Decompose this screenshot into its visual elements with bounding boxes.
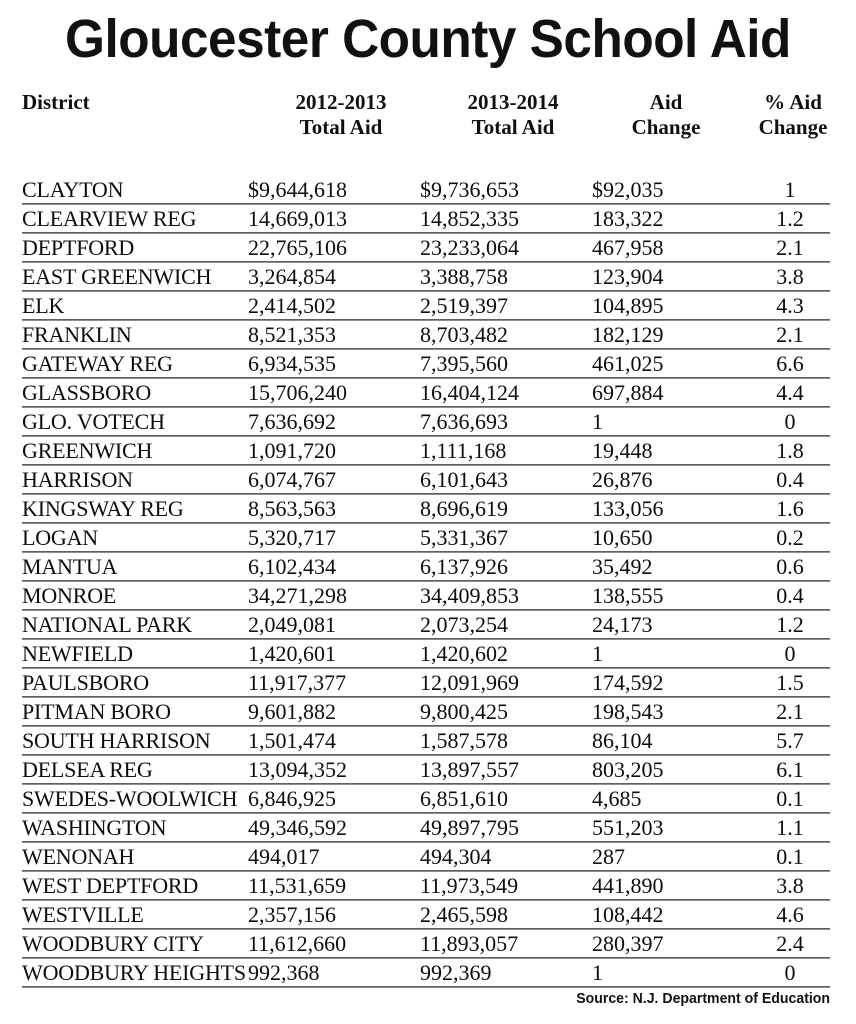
cell-district: FRANKLIN	[22, 322, 132, 347]
cell-total-aid-2012-2013: 11,531,659	[248, 873, 347, 898]
cell-pct-aid-change: 0	[784, 641, 796, 666]
cell-aid-change: 86,104	[592, 728, 653, 753]
cell-aid-change: 551,203	[592, 815, 664, 840]
cell-pct-aid-change: 2.1	[776, 322, 804, 347]
cell-aid-change: 280,397	[592, 931, 664, 956]
cell-total-aid-2013-2014: 2,073,254	[420, 612, 508, 637]
cell-district: DELSEA REG	[22, 757, 153, 782]
table-row	[0, 408, 856, 437]
cell-district: PITMAN BORO	[22, 699, 171, 724]
cell-pct-aid-change: 2.1	[776, 235, 804, 260]
cell-pct-aid-change: 0.1	[776, 786, 804, 811]
cell-aid-change: 138,555	[592, 583, 664, 608]
cell-aid-change: 441,890	[592, 873, 664, 898]
cell-district: GREENWICH	[22, 438, 153, 463]
cell-total-aid-2013-2014: $9,736,653	[420, 177, 519, 202]
cell-pct-aid-change: 3.8	[776, 264, 804, 289]
cell-pct-aid-change: 2.1	[776, 699, 804, 724]
cell-district: CLAYTON	[22, 177, 124, 202]
cell-total-aid-2013-2014: 13,897,557	[420, 757, 519, 782]
column-header-district	[22, 90, 90, 115]
cell-total-aid-2013-2014: 1,587,578	[420, 728, 508, 753]
cell-total-aid-2012-2013: 8,521,353	[248, 322, 336, 347]
cell-district: WASHINGTON	[22, 815, 167, 840]
cell-total-aid-2012-2013: 15,706,240	[248, 380, 347, 405]
cell-total-aid-2013-2014: 9,800,425	[420, 699, 508, 724]
page-title: Gloucester County School Aid	[65, 9, 791, 69]
cell-district: MANTUA	[22, 554, 118, 579]
table-row	[0, 176, 856, 205]
column-header-year1-line1: 2012-2013	[295, 90, 387, 114]
cell-district: NATIONAL PARK	[22, 612, 192, 637]
cell-aid-change: 4,685	[592, 786, 642, 811]
column-header-year1-line2: Total Aid	[299, 115, 383, 139]
cell-district: ELK	[22, 293, 65, 318]
cell-pct-aid-change: 6.1	[776, 757, 804, 782]
cell-aid-change: 1	[592, 409, 603, 434]
page-title-container	[0, 8, 856, 74]
cell-aid-change: 123,904	[592, 264, 664, 289]
column-header-pct-change-line1: % Aid	[764, 90, 822, 114]
table-row	[0, 814, 856, 843]
cell-pct-aid-change: 4.6	[776, 902, 804, 927]
cell-pct-aid-change: 1.1	[776, 815, 804, 840]
table-row	[0, 350, 856, 379]
table-row	[0, 640, 856, 669]
cell-district: GLASSBORO	[22, 380, 152, 405]
cell-total-aid-2013-2014: 6,137,926	[420, 554, 508, 579]
cell-total-aid-2013-2014: 8,703,482	[420, 322, 508, 347]
cell-district: SWEDES-WOOLWICH	[22, 786, 238, 811]
cell-district: WEST DEPTFORD	[22, 873, 199, 898]
table-row	[0, 263, 856, 292]
cell-district: CLEARVIEW REG	[22, 206, 197, 231]
cell-pct-aid-change: 0.6	[776, 554, 804, 579]
cell-district: WESTVILLE	[22, 902, 144, 927]
cell-pct-aid-change: 0.4	[776, 467, 804, 492]
table-row	[0, 205, 856, 234]
table-row	[0, 785, 856, 814]
cell-pct-aid-change: 2.4	[776, 931, 804, 956]
cell-pct-aid-change: 4.4	[776, 380, 804, 405]
column-header-district-label: District	[22, 90, 90, 114]
table-row	[0, 379, 856, 408]
cell-aid-change: 26,876	[592, 467, 653, 492]
cell-total-aid-2013-2014: 11,973,549	[420, 873, 519, 898]
cell-aid-change: 1	[592, 960, 603, 985]
cell-total-aid-2012-2013: 5,320,717	[248, 525, 336, 550]
cell-district: MONROE	[22, 583, 117, 608]
cell-total-aid-2012-2013: 8,563,563	[248, 496, 336, 521]
table-row	[0, 843, 856, 872]
cell-district: KINGSWAY REG	[22, 496, 184, 521]
cell-aid-change: 1	[592, 641, 603, 666]
cell-pct-aid-change: 6.6	[776, 351, 804, 376]
cell-pct-aid-change: 0	[784, 409, 796, 434]
table-row	[0, 756, 856, 785]
cell-total-aid-2012-2013: 49,346,592	[248, 815, 347, 840]
cell-pct-aid-change: 0	[784, 960, 796, 985]
row-separator	[22, 986, 830, 988]
cell-district: WOODBURY CITY	[22, 931, 204, 956]
cell-total-aid-2012-2013: 34,271,298	[248, 583, 347, 608]
column-header-year2-line2: Total Aid	[471, 115, 555, 139]
cell-total-aid-2012-2013: 11,917,377	[248, 670, 347, 695]
cell-pct-aid-change: 1.2	[776, 206, 804, 231]
cell-pct-aid-change: 1.6	[776, 496, 804, 521]
cell-total-aid-2013-2014: 6,101,643	[420, 467, 508, 492]
cell-aid-change: 19,448	[592, 438, 653, 463]
cell-aid-change: 24,173	[592, 612, 653, 637]
cell-total-aid-2013-2014: 16,404,124	[420, 380, 519, 405]
cell-aid-change: 104,895	[592, 293, 664, 318]
cell-total-aid-2013-2014: 3,388,758	[420, 264, 508, 289]
cell-total-aid-2012-2013: 11,612,660	[248, 931, 347, 956]
cell-pct-aid-change: 0.4	[776, 583, 804, 608]
cell-total-aid-2012-2013: 3,264,854	[248, 264, 336, 289]
cell-total-aid-2012-2013: 6,934,535	[248, 351, 336, 376]
table-row	[0, 582, 856, 611]
table-body	[0, 176, 856, 988]
cell-total-aid-2013-2014: 7,636,693	[420, 409, 508, 434]
cell-aid-change: 182,129	[592, 322, 664, 347]
cell-aid-change: 803,205	[592, 757, 664, 782]
cell-district: NEWFIELD	[22, 641, 133, 666]
cell-total-aid-2013-2014: 2,465,598	[420, 902, 508, 927]
table-header-row	[0, 88, 856, 150]
cell-district: SOUTH HARRISON	[22, 728, 211, 753]
column-header-year2-line1: 2013-2014	[467, 90, 559, 114]
column-header-aid-change-line2: Change	[631, 115, 701, 139]
cell-pct-aid-change: 5.7	[776, 728, 804, 753]
cell-total-aid-2012-2013: 6,074,767	[248, 467, 336, 492]
table-row	[0, 466, 856, 495]
cell-pct-aid-change: 1	[784, 177, 796, 202]
cell-total-aid-2013-2014: 992,369	[420, 960, 492, 985]
cell-total-aid-2012-2013: 6,846,925	[248, 786, 336, 811]
table-row	[0, 292, 856, 321]
table-row	[0, 669, 856, 698]
cell-aid-change: 133,056	[592, 496, 664, 521]
cell-aid-change: 174,592	[592, 670, 664, 695]
cell-district: WOODBURY HEIGHTS	[22, 960, 246, 985]
cell-pct-aid-change: 0.1	[776, 844, 804, 869]
cell-total-aid-2012-2013: 494,017	[248, 844, 320, 869]
cell-pct-aid-change: 3.8	[776, 873, 804, 898]
cell-total-aid-2012-2013: 1,091,720	[248, 438, 336, 463]
table-row	[0, 959, 856, 988]
cell-total-aid-2013-2014: 494,304	[420, 844, 492, 869]
cell-pct-aid-change: 4.3	[776, 293, 804, 318]
cell-total-aid-2013-2014: 1,111,168	[420, 438, 507, 463]
cell-district: LOGAN	[22, 525, 98, 550]
table-row	[0, 727, 856, 756]
column-header-aid-change	[590, 90, 742, 140]
cell-total-aid-2013-2014: 2,519,397	[420, 293, 508, 318]
column-header-pct-change-line2: Change	[758, 115, 828, 139]
table-row	[0, 901, 856, 930]
cell-total-aid-2012-2013: 1,501,474	[248, 728, 336, 753]
cell-total-aid-2013-2014: 7,395,560	[420, 351, 508, 376]
table-row	[0, 437, 856, 466]
cell-district: PAULSBORO	[22, 670, 149, 695]
cell-district: HARRISON	[22, 467, 133, 492]
cell-total-aid-2012-2013: 22,765,106	[248, 235, 347, 260]
table-row	[0, 872, 856, 901]
cell-total-aid-2013-2014: 5,331,367	[420, 525, 508, 550]
cell-aid-change: 35,492	[592, 554, 653, 579]
cell-district: DEPTFORD	[22, 235, 135, 260]
table-row	[0, 495, 856, 524]
cell-total-aid-2013-2014: 12,091,969	[420, 670, 519, 695]
cell-total-aid-2012-2013: 2,049,081	[248, 612, 336, 637]
table-row	[0, 524, 856, 553]
cell-total-aid-2013-2014: 6,851,610	[420, 786, 508, 811]
table-row	[0, 234, 856, 263]
cell-total-aid-2012-2013: 1,420,601	[248, 641, 336, 666]
cell-total-aid-2012-2013: 9,601,882	[248, 699, 336, 724]
cell-district: WENONAH	[22, 844, 135, 869]
source-note: Source: N.J. Department of Education	[576, 990, 830, 1007]
cell-total-aid-2012-2013: 2,414,502	[248, 293, 336, 318]
cell-total-aid-2013-2014: 34,409,853	[420, 583, 519, 608]
cell-total-aid-2012-2013: 13,094,352	[248, 757, 347, 782]
cell-pct-aid-change: 1.5	[776, 670, 804, 695]
table-row	[0, 698, 856, 727]
cell-total-aid-2012-2013: 14,669,013	[248, 206, 347, 231]
cell-district: GLO. VOTECH	[22, 409, 165, 434]
cell-total-aid-2012-2013: 992,368	[248, 960, 320, 985]
table-row	[0, 930, 856, 959]
column-header-year2	[418, 90, 608, 140]
cell-total-aid-2013-2014: 23,233,064	[420, 235, 519, 260]
cell-total-aid-2013-2014: 1,420,602	[420, 641, 508, 666]
cell-total-aid-2013-2014: 14,852,335	[420, 206, 519, 231]
cell-aid-change: 467,958	[592, 235, 664, 260]
cell-aid-change: 287	[592, 844, 625, 869]
cell-aid-change: 108,442	[592, 902, 664, 927]
cell-district: EAST GREENWICH	[22, 264, 212, 289]
table-row	[0, 611, 856, 640]
cell-aid-change: 461,025	[592, 351, 664, 376]
cell-pct-aid-change: 1.2	[776, 612, 804, 637]
table-row	[0, 321, 856, 350]
table-row	[0, 553, 856, 582]
cell-total-aid-2012-2013: 2,357,156	[248, 902, 336, 927]
cell-total-aid-2013-2014: 49,897,795	[420, 815, 519, 840]
cell-aid-change: 198,543	[592, 699, 664, 724]
cell-total-aid-2013-2014: 8,696,619	[420, 496, 508, 521]
cell-total-aid-2012-2013: 6,102,434	[248, 554, 336, 579]
cell-total-aid-2012-2013: 7,636,692	[248, 409, 336, 434]
cell-aid-change: 697,884	[592, 380, 664, 405]
cell-total-aid-2012-2013: $9,644,618	[248, 177, 347, 202]
cell-pct-aid-change: 1.8	[776, 438, 804, 463]
cell-aid-change: 183,322	[592, 206, 664, 231]
cell-total-aid-2013-2014: 11,893,057	[420, 931, 519, 956]
cell-pct-aid-change: 0.2	[776, 525, 804, 550]
column-header-year1	[245, 90, 437, 140]
cell-aid-change: $92,035	[592, 177, 664, 202]
column-header-pct-change	[738, 90, 848, 140]
column-header-aid-change-line1: Aid	[649, 90, 683, 114]
cell-aid-change: 10,650	[592, 525, 653, 550]
cell-district: GATEWAY REG	[22, 351, 173, 376]
